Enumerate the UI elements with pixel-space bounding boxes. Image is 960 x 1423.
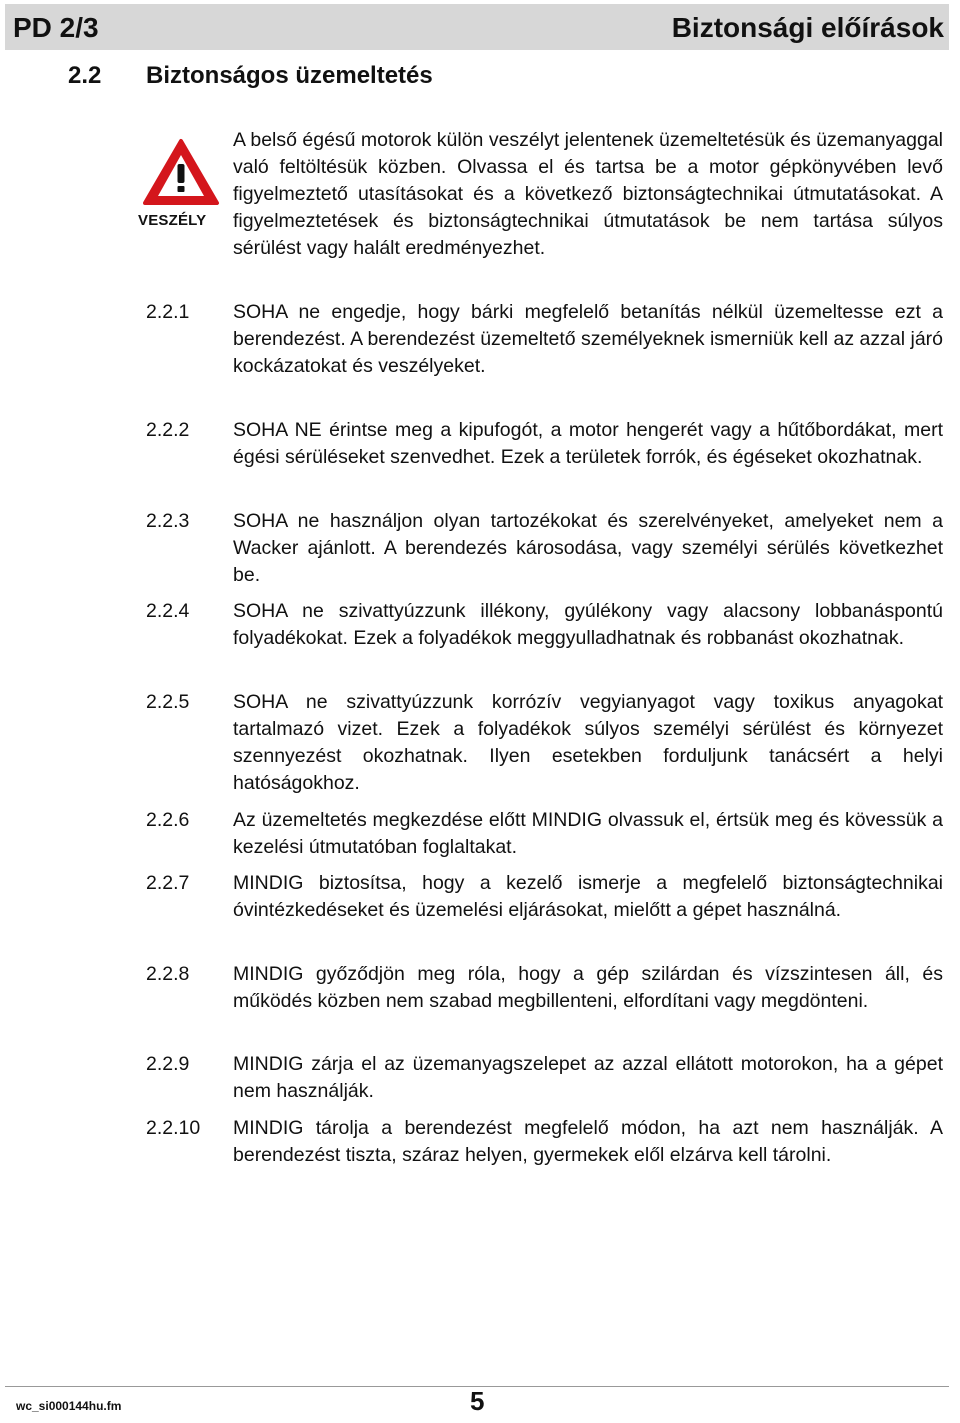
item-number: 2.2.6 [146,809,190,831]
page-header-title: Biztonsági előírások [671,12,944,43]
item-text: MINDIG győződjön meg róla, hogy a gép szilárdan és vízszintesen áll, és működés közben nem szabad megbillenteni, elfordítani vagy megdönteni. [233,963,943,1012]
item-number: 2.2.10 [146,1117,201,1139]
item-number: 2.2.1 [146,301,190,323]
item-text: SOHA ne engedje, hogy bárki megfelelő betanítás nélkül üzemeltesse ezt a berendezést. A berendezést üzemeltető személyeknek ismerniük kell az azzal járó kockázatokat és veszélyeket. [233,301,943,377]
item-number: 2.2.8 [146,963,190,985]
section-title: Biztonságos üzemeltetés [146,62,433,89]
item-text: SOHA ne szivattyúzzunk korrózív vegyianyagot vagy toxikus anyagokat tartalmazó vizet. Ezek a folyadékok súlyos személyi sérülést és környezet szennyezést okozhatnak. Ilyen esetekben forduljunk tanácsért a helyi hatóságokhoz. [233,691,943,794]
model-label: PD 2/3 [13,12,99,43]
footer-filename: wc_si000144hu.fm [16,1399,122,1413]
item-text: MINDIG zárja el az üzemanyagszelepet az azzal ellátott motorokon, ha a gépet nem használják. [233,1053,943,1102]
section-heading [68,60,433,92]
item-number: 2.2.9 [146,1053,190,1075]
item-number: 2.2.3 [146,510,190,532]
item-text: SOHA ne szivattyúzzunk illékony, gyúlékony vagy alacsony lobbanáspontú folyadékokat. Ezek a folyadékok meggyulladhatnak és robbanást okozhatnak. [233,600,943,649]
page-number: 5 [470,1386,485,1416]
item-text: MINDIG biztosítsa, hogy a kezelő ismerje a megfelelő biztonságtechnikai óvintézkedéseket és üzemelési eljárásokat, mielőtt a gépet használná. [233,872,943,921]
section-number: 2.2 [68,62,102,89]
item-text: SOHA ne használjon olyan tartozékokat és szerelvényeket, amelyeket nem a Wacker ajánlott. A berendezés károsodása, vagy személyi sérülés következhet be. [233,510,943,586]
warning-triangle-icon [142,138,220,206]
intro-paragraph: A belső égésű motorok külön veszélyt jelentenek üzemeltetésük és üzemanyaggal való feltöltésük közben. Olvassa el és tartsa be a motor gépkönyvében levő figyelmeztető utasításokat és a következő biztonságtechnikai útmutatásokat. A figyelmeztetések és biztonságtechnikai útmutatások be nem tartása súlyos sérülést vagy halált eredményezhet. [233,129,943,259]
item-number: 2.2.2 [146,419,190,441]
item-number: 2.2.4 [146,600,190,622]
item-text: Az üzemeltetés megkezdése előtt MINDIG olvassuk el, értsük meg és kövessük a kezelési útmutatóban foglaltakat. [233,809,943,858]
item-text: MINDIG tárolja a berendezést megfelelő módon, ha azt nem használják. A berendezést tiszta, száraz helyen, gyermekek elől elzárva kell tárolni. [233,1117,943,1166]
item-text: SOHA NE érintse meg a kipufogót, a motor hengerét vagy a hűtőbordákat, mert égési sérüléseket szenvedhet. Ezek a területek forrók, és égéseket okozhatnak. [233,419,943,468]
item-number: 2.2.7 [146,872,190,894]
danger-label: VESZÉLY [138,212,207,229]
item-number: 2.2.5 [146,691,190,713]
danger-warning [138,138,228,229]
